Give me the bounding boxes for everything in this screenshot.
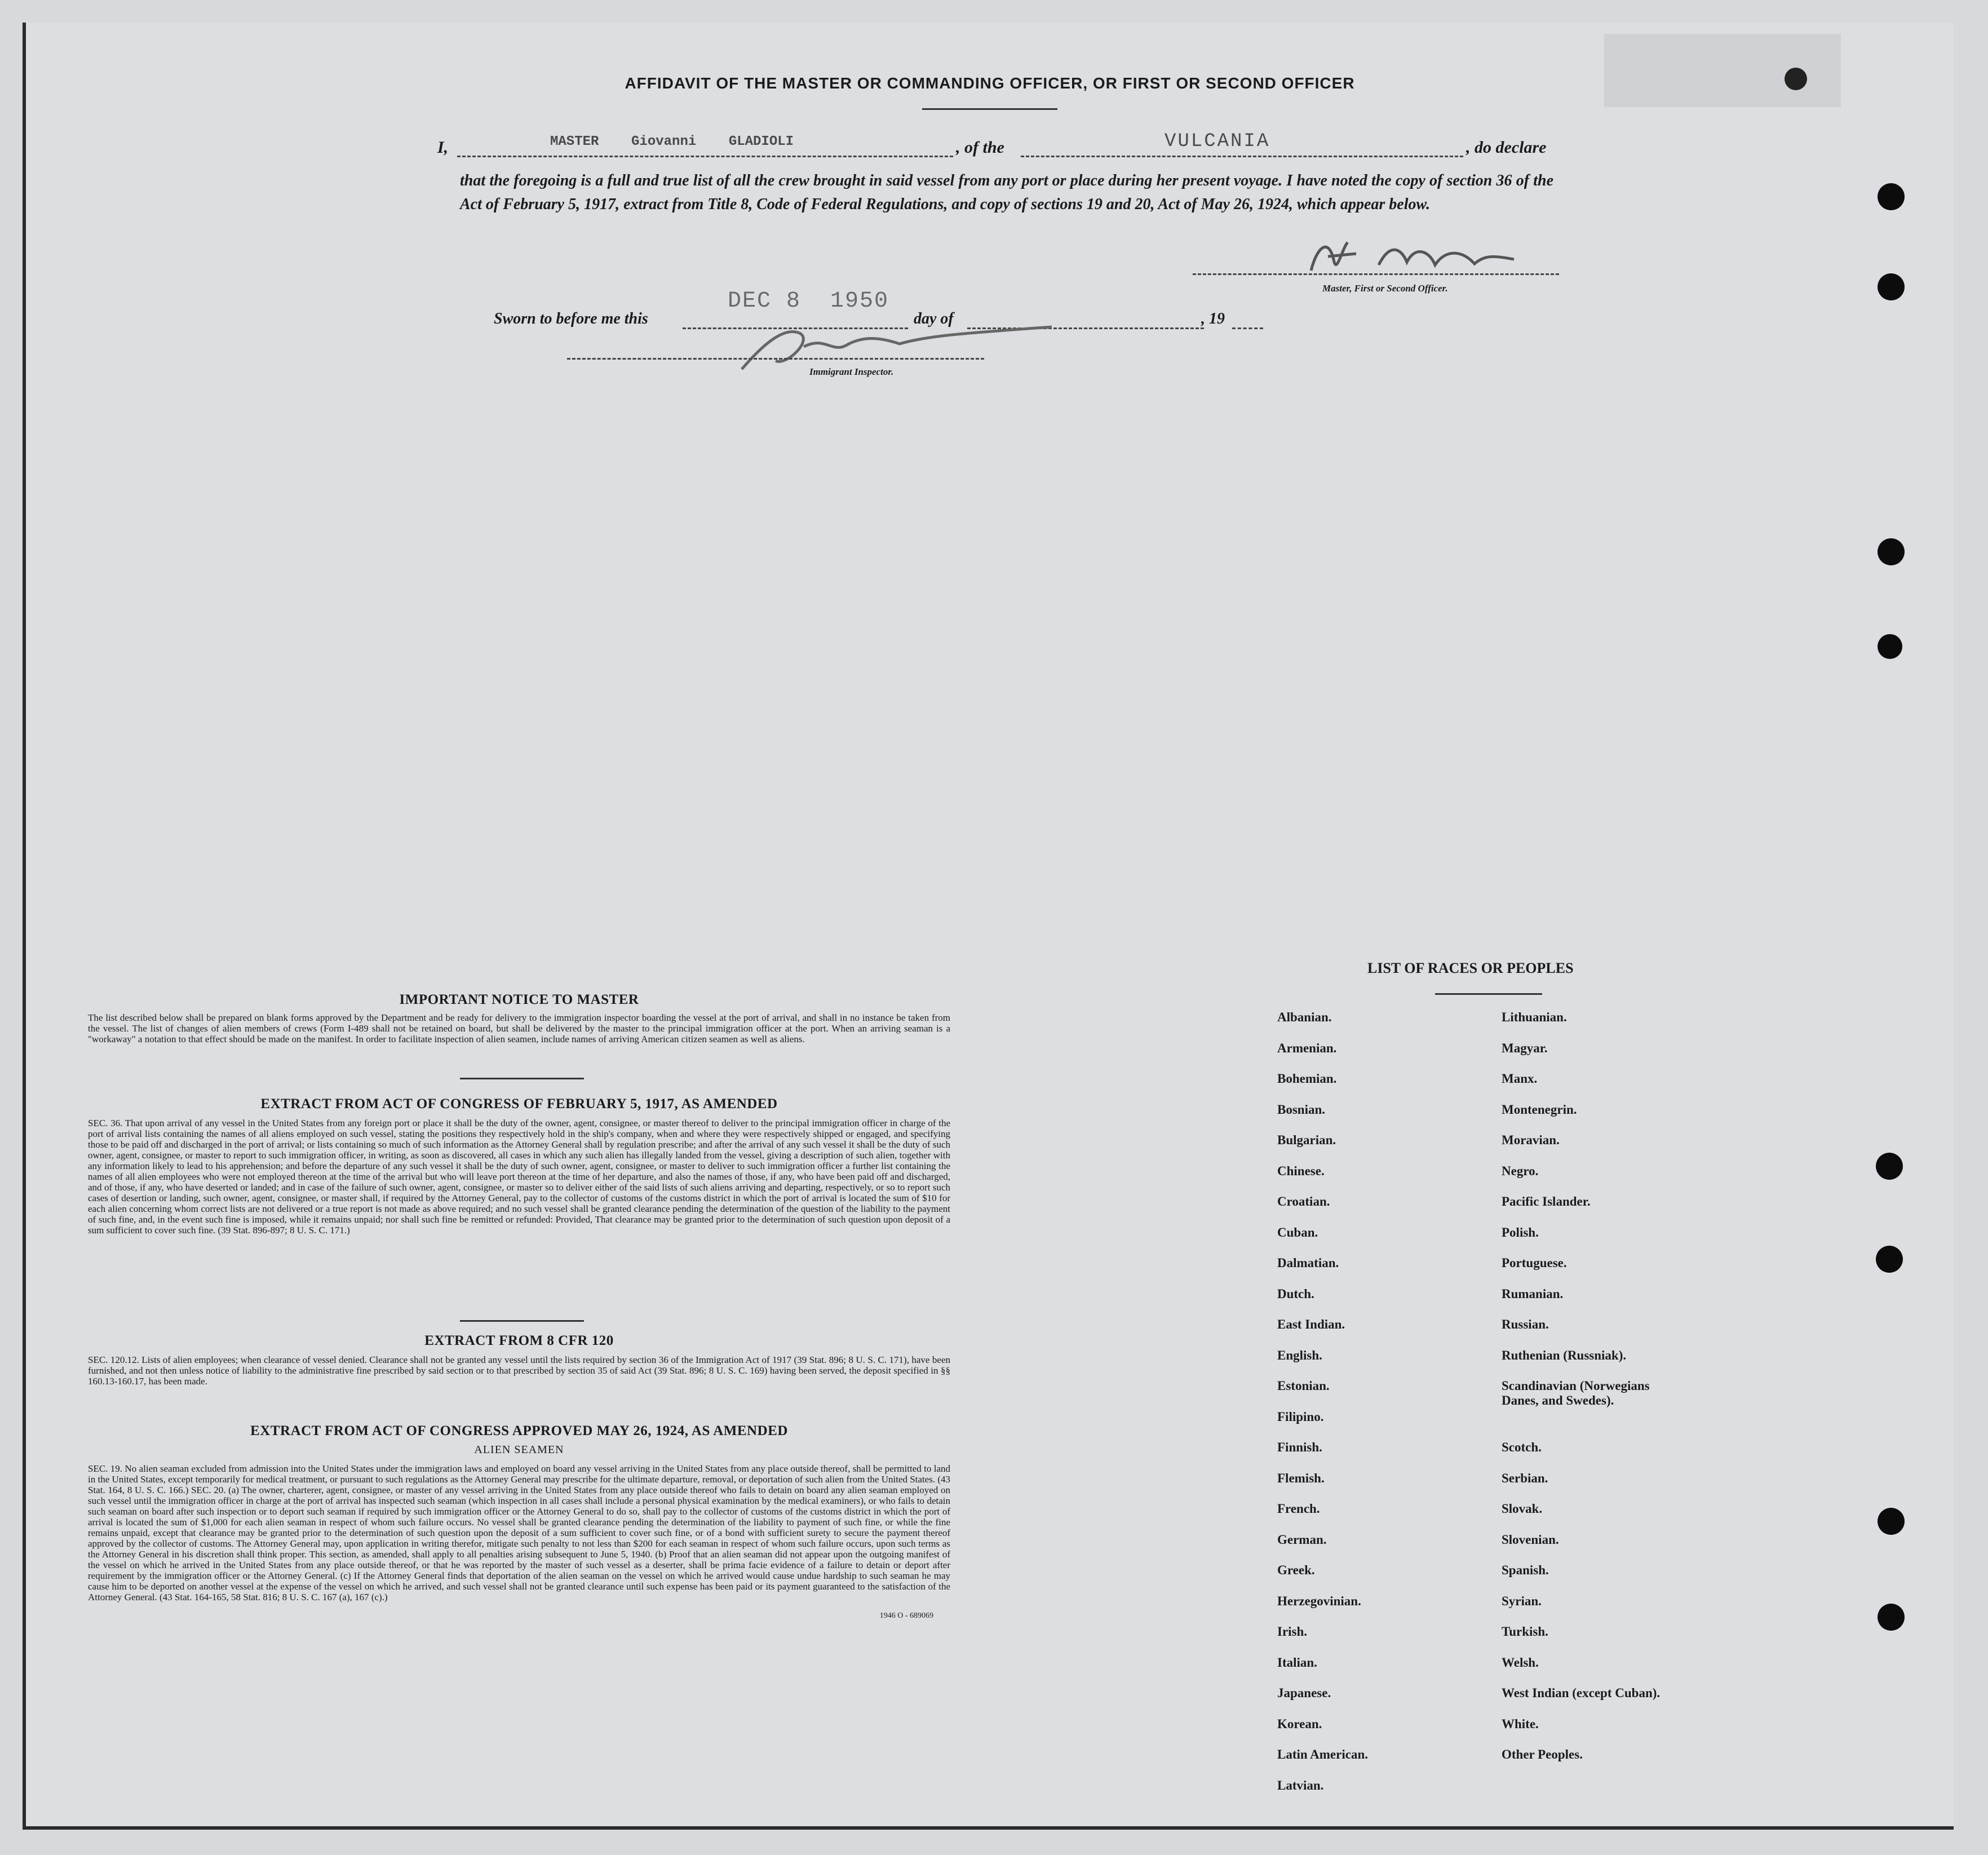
race-item: Lithuanian. (1502, 1010, 1567, 1024)
race-item: Latin American. (1277, 1747, 1368, 1761)
race-item: Armenian. (1277, 1041, 1337, 1055)
officer-caption: Master, First or Second Officer. (1322, 283, 1448, 294)
race-item: Finnish. (1277, 1440, 1322, 1454)
race-item: Syrian. (1502, 1593, 1542, 1608)
races-rule (1435, 993, 1542, 995)
race-item: Croatian. (1277, 1194, 1330, 1208)
race-item: Polish. (1502, 1225, 1539, 1239)
extract-1924-title: EXTRACT FROM ACT OF CONGRESS APPROVED MAY 26, 1924, AS AMENDED (250, 1423, 788, 1438)
extract-cfr-title: EXTRACT FROM 8 CFR 120 (424, 1333, 614, 1348)
extract-cfr-section (88, 1333, 950, 1387)
race-item: French. (1277, 1502, 1320, 1516)
race-item: Scotch. (1502, 1440, 1542, 1454)
race-item: Italian. (1277, 1655, 1317, 1670)
extract-cfr-text: SEC. 120.12. Lists of alien employees; when clearance of vessel denied. Clearance shall not be granted any vessel until the lists required by section 36 of the Immigration Act of 1917 (39 Stat. 896; 8 U. S. C. 171), have been furnished, and not then unless notice of liability to the administrative fine prescribed by said section or to that prescribed by section 35 of said Act (39 Stat. 896; 8 U. S. C. 169) having been served, the deposit specified in §§ 160.13-160.17, has been made. (88, 1354, 950, 1387)
race-item: Chinese. (1277, 1163, 1325, 1178)
race-item: Bohemian. (1277, 1072, 1337, 1086)
affidavit-title: AFFIDAVIT OF THE MASTER OR COMMANDING OFFICER, OR FIRST OR SECOND OFFICER (625, 74, 1355, 92)
race-item: Bulgarian. (1277, 1133, 1336, 1147)
do-declare-label: , do declare (1466, 138, 1547, 157)
worn-corner (1604, 34, 1841, 107)
race-item: East Indian. (1277, 1317, 1345, 1331)
race-item: Dutch. (1277, 1286, 1314, 1301)
affidavit-body: that the foregoing is a full and true list of all the crew brought in said vessel from any port or place during her present voyage. I have noted the copy of section 36 of the Act of February 5, 1917, extract from Title 8, Code of Federal Regulations, and copy of sections 19 and 20, Act of May 26, 1924, which appear below. (460, 172, 1553, 213)
race-item: Portuguese. (1502, 1256, 1567, 1270)
extract-1917-rule (460, 1320, 584, 1322)
extract-1917-text: SEC. 36. That upon arrival of any vessel in the United States from any foreign port or place it shall be the duty of the owner, agent, consignee, or master thereof to deliver to the principal immigration officer in charge of the port of arrival lists containing the names of all aliens employed on such vessel, stating the positions they respectively hold in the ship's company, when and where they were respectively shipped or engaged, and specifying those to be paid off and discharged in the port of arrival; or lists containing so much of such information as the Attorney General shall by regulation prescribe; and after the arrival of any such vessel it shall be the duty of such owner, agent, consignee, or master to report to such immigration officer, in writing, as soon as discovered, all cases in which any such alien has illegally landed from the vessel, giving a description of such alien, together with any information likely to lead to his apprehension; and before the departure of any such vessel it shall be the duty of such owner, agent, consignee, or master to deliver to such immigration officer a further list containing the names of all alien employees who were not employed thereon at the time of the arrival but who will leave port thereon at the time of her departure, and also the names of those, if any, who have been paid off and discharged, and of those, if any, who have deserted or landed; and in case of the failure of such owner, agent, consignee, or master so to deliver either of the said lists of such aliens arriving and departing, respectively, or so to report such cases of desertion or landing, such owner, agent, consignee, or master shall, if required by the Attorney General, pay to the collector of customs of the customs district in which the port of arrival is located the sum of $10 for each alien concerning whom correct lists are not delivered or a true report is not made as above required; and no such vessel shall be granted clearance pending the determination of the question of the liability to the payment of such fine, and, in the event such fine is imposed, while it remains unpaid; nor shall such fine be remitted or refunded: Provided, That clearance may be granted prior to the determination of such question upon deposit of a sum sufficient to cover such fine. (39 Stat. 896-897; 8 U. S. C. 171.) (88, 1118, 950, 1236)
extract-1924-text: SEC. 19. No alien seaman excluded from admission into the United States under the immigration laws and employed on board any vessel arriving in the United States from any place outside thereof, shall be permitted to land in the United States, except temporarily for medical treatment, or pursuant to such regulations as the Attorney General may prescribe for the ultimate departure, removal, or deportation of such alien from the United States. (43 Stat. 164, 8 U. S. C. 166.) SEC. 20. (a) The owner, charterer, agent, consignee, or master of any vessel arriving in the United States from any place outside thereof who fails to detain on board any alien seaman employed on such vessel until the immigration officer in charge at the port of arrival has inspected such seaman (which inspection in all cases shall include a personal physical examination by the medical examiners), or who fails to detain such seaman on board after such inspection or to deport such seaman if required by such immigration officer or the Attorney General to do so, shall pay to the collector of customs of the customs district in which the port of arrival is located the sum of $1,000 for each alien seaman in respect of whom such failure occurs. No vessel shall be granted clearance pending the determination of the liability to payment of such fine, or while the fine remains unpaid, except that clearance may be granted prior to the determination of such question upon the deposit of a sum sufficient to cover such fine, or of a bond with sufficient surety to secure the payment thereof approved by the collector of customs. The Attorney General may, upon application in writing therefor, mitigate such penalty to not less than $200 for each seaman in respect of whom such failure occurs, upon such terms as the Attorney General in his discretion shall think proper. This section, as amended, shall apply to all penalties arising subsequent to June 5, 1940. (b) Proof that an alien seaman did not appear upon the outgoing manifest of the vessel on which he arrived in the United States from any place outside thereof, or that he was reported by the master of such vessel as a deserter, shall be prima facie evidence of a failure to detain or deport after requirement by the immigration officer or the Attorney General. (c) If the Attorney General finds that deportation of the alien seaman on the vessel on which he arrived would cause undue hardship to such seaman he may cause him to be deported on another vessel at the expense of the vessel on which he arrived, and such vessel shall not be granted clearance until such expense has been paid or its payment guaranteed to the satisfaction of the Attorney General. (43 Stat. 164-165, 58 Stat. 816; 8 U. S. C. 167 (a), 167 (c).) (88, 1463, 950, 1602)
race-item: Manx. (1502, 1072, 1538, 1086)
race-item: Greek. (1277, 1563, 1315, 1577)
extract-1917-section (88, 1096, 950, 1236)
punch-hole (1878, 273, 1905, 300)
day-of-label: day of (914, 310, 954, 327)
vessel-name: VULCANIA (1165, 131, 1270, 152)
race-item: Negro. (1502, 1163, 1539, 1178)
ink-blot (1785, 68, 1807, 90)
i-label: I, (437, 138, 449, 157)
race-item: Estonian. (1277, 1379, 1330, 1393)
officer-signature-line (1193, 262, 1559, 275)
race-item: West Indian (except Cuban). (1502, 1686, 1661, 1700)
races-title: LIST OF RACES OR PEOPLES (1367, 960, 1574, 976)
race-item: Herzegovinian. (1277, 1593, 1361, 1608)
notice-section (88, 992, 950, 1044)
notice-text: The list described below shall be prepared on blank forms approved by the Department and be ready for delivery to the immigration inspector boarding the vessel at the port of arrival, and shall in no instance be taken from the vessel. The list of changes of alien members of crews (Form I-489 shall not be retained on board, but shall be delivered by the master to the principal immigration officer at the port. When an arriving seaman is a "workaway" a notation to that effect should be made on the manifest. In order to facilitate inspection of alien seamen, include names of arriving American citizen seamen as well as aliens. (88, 1012, 950, 1044)
date-stamp: DEC 8 1950 (728, 289, 889, 314)
notice-rule (460, 1078, 584, 1079)
race-item: Albanian. (1277, 1010, 1332, 1024)
race-item: Pacific Islander. (1502, 1194, 1591, 1208)
race-item: German. (1277, 1532, 1327, 1547)
race-item: Spanish. (1502, 1563, 1549, 1577)
race-item: Welsh. (1502, 1655, 1539, 1670)
notice-title: IMPORTANT NOTICE TO MASTER (399, 992, 639, 1007)
race-item: Montenegrin. (1502, 1102, 1577, 1117)
race-item: Other Peoples. (1502, 1747, 1583, 1761)
punch-hole (1878, 1604, 1905, 1631)
inspector-caption: Immigrant Inspector. (809, 366, 894, 377)
punch-hole (1878, 1508, 1905, 1535)
race-item: Slovenian. (1502, 1532, 1559, 1547)
of-the-label: , of the (956, 138, 1004, 157)
race-item: Japanese. (1277, 1686, 1331, 1700)
print-code: 1946 O - 689069 (879, 1611, 933, 1620)
race-item: White. (1502, 1716, 1539, 1731)
race-item: Cuban. (1277, 1225, 1318, 1239)
punch-hole (1876, 1246, 1903, 1273)
race-item: Irish. (1277, 1624, 1308, 1639)
title-rule (922, 108, 1057, 110)
race-item: Serbian. (1502, 1471, 1548, 1485)
year-label: , 19 (1201, 310, 1225, 327)
extract-1924-section (88, 1423, 950, 1621)
race-item: Bosnian. (1277, 1102, 1326, 1117)
race-item: Moravian. (1502, 1133, 1560, 1147)
race-item: Turkish. (1502, 1624, 1548, 1639)
race-item: Scandinavian (Norwegians Danes, and Swedes). (1502, 1379, 1650, 1407)
race-item: Ruthenian (Russniak). (1502, 1348, 1627, 1362)
race-item: Latvian. (1277, 1778, 1324, 1792)
document-page (23, 23, 1954, 1830)
inspector-signature-line (567, 347, 984, 360)
race-item: Dalmatian. (1277, 1256, 1339, 1270)
punch-hole (1878, 634, 1902, 659)
race-item: Rumanian. (1502, 1286, 1564, 1301)
master-name: MASTER Giovanni GLADIOLI (550, 134, 794, 149)
race-item: Slovak. (1502, 1502, 1543, 1516)
punch-hole (1878, 538, 1905, 565)
race-item: English. (1277, 1348, 1322, 1362)
race-item: Russian. (1502, 1317, 1549, 1331)
race-item: Flemish. (1277, 1471, 1325, 1485)
extract-1917-title: EXTRACT FROM ACT OF CONGRESS OF FEBRUARY 5, 1917, AS AMENDED (260, 1096, 778, 1112)
extract-1924-subtitle: ALIEN SEAMEN (474, 1444, 564, 1456)
race-item: Magyar. (1502, 1041, 1548, 1055)
punch-hole (1876, 1153, 1903, 1180)
punch-hole (1878, 183, 1905, 210)
officer-signature (1294, 225, 1531, 287)
race-item: Korean. (1277, 1716, 1322, 1731)
year-line (1232, 307, 1263, 329)
sworn-label: Sworn to before me this (494, 310, 648, 327)
race-item: Filipino. (1277, 1409, 1324, 1424)
